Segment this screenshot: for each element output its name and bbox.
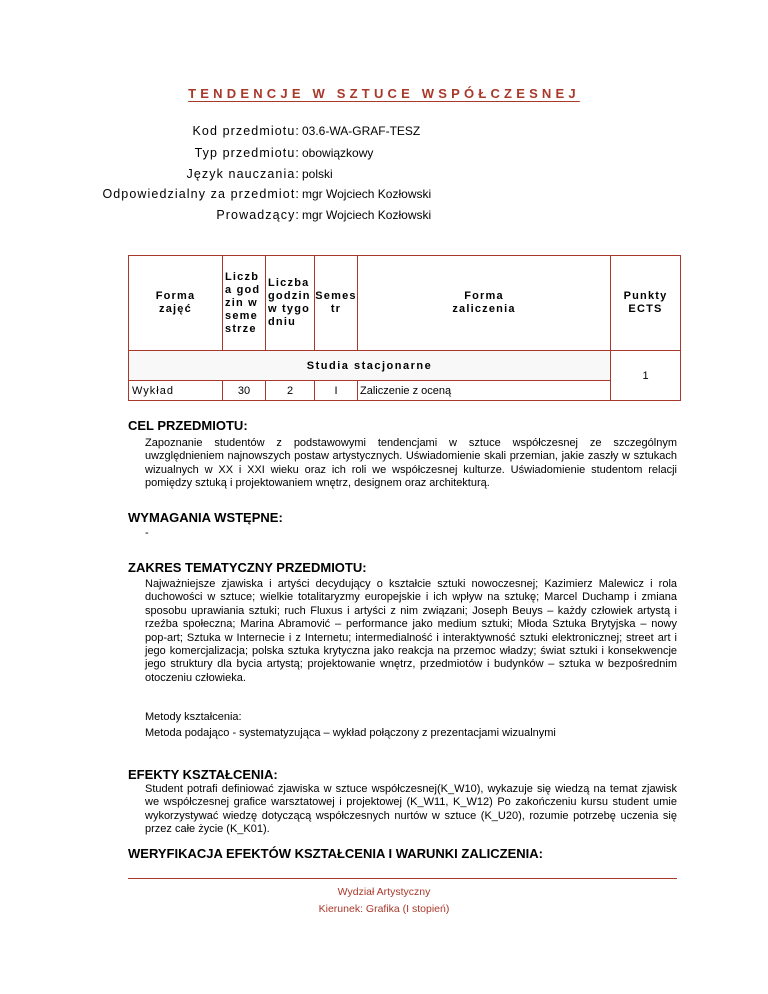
- cell-forma: Wykład: [129, 381, 223, 401]
- meta-label: Odpowiedzialny za przedmiot:: [102, 187, 300, 201]
- meta-value: mgr Wojciech Kozłowski: [302, 187, 432, 201]
- header-liczba-godzin-semestr: Liczba godzin w semestrze: [223, 256, 266, 351]
- section-text-zakres: Najważniejsze zjawiska i artyści decydujący o kształcie sztuki nowoczesnej; Kazimierz Malewicz i rola duchowości w sztuce; wielkie totalitaryzmy europejskie i ich wpływ na sztukę; Marcel Duchamp i zmiana sposobu uprawiania sztuki; ruch Fluxus i artyści z nim związani; Joseph Beuys – każdy człowiek artystą i rzeźba społeczna; Marina Abramović – performance jako medium sztuki; Młoda Sztuka Brytyjska – nowy pop-art; Sztuka w Internecie i z Internetu; intermedialność i interaktywność sztuki elektronicznej; street art i jego komercjalizacja; polska sztuka krytyczna jako reakcja na przemoc władzy; świat sztuki i konsekwencje jego struktury dla bycia artystą; projektowanie wnętrz, przedmiotów i budynków – sztuka w bezpośrednim otoczeniu człowieka.: [145, 578, 677, 684]
- section-heading-cel: CEL PRZEDMIOTU:: [128, 418, 248, 433]
- footer-program: Kierunek: Grafika (I stopień): [318, 903, 450, 915]
- header-punkty-ects: Punkty ECTS: [611, 256, 681, 351]
- cell-ects: 1: [611, 351, 681, 401]
- meta-label: Typ przedmiotu:: [194, 146, 300, 160]
- study-mode-band: Studia stacjonarne: [129, 351, 611, 381]
- section-heading-zakres: ZAKRES TEMATYCZNY PRZEDMIOTU:: [128, 560, 367, 575]
- cell-semestr: I: [315, 381, 358, 401]
- footer-divider: [128, 878, 677, 879]
- course-table: [128, 255, 681, 401]
- footer-faculty: Wydział Artystyczny: [337, 886, 431, 898]
- course-title: TENDENCJE W SZTUCE WSPÓŁCZESNEJ: [188, 86, 580, 101]
- metody-heading: Metody kształcenia:: [145, 711, 242, 723]
- header-forma-zajec: Forma zajęć: [129, 256, 223, 351]
- meta-label: Prowadzący:: [216, 208, 300, 222]
- section-text-efekty: Student potrafi definiować zjawiska w sztuce współczesnej(K_W10), wykazuje się wiedzą na temat zjawisk we współczesnej grafice warsztatowej i projektowej (K_W11, K_W12) Po zakończeniu kursu student umie wykorzystywać wiedzę dotyczącą współczesnych nurtów w sztuce (K_U20), rozumie potrzebę uczenia się przez całe życie (K_K01).: [145, 783, 677, 836]
- header-liczba-godzin-tydzien: Liczba godzin w tygodniu: [266, 256, 315, 351]
- meta-label: Język nauczania:: [186, 167, 300, 181]
- section-heading-efekty: EFEKTY KSZTAŁCENIA:: [128, 767, 278, 782]
- section-text-wymagania: -: [145, 527, 149, 539]
- meta-label: Kod przedmiotu:: [192, 124, 300, 138]
- header-forma-zaliczenia: Forma zaliczenia: [358, 256, 611, 351]
- section-text-cel: Zapoznanie studentów z podstawowymi tendencjami w sztuce współczesnej ze szczególnym uwzględnieniem najnowszych postaw artystycznych. Uświadomienie skali przemian, jakie zaszły w sztukach wizualnych w XX i XXI wieku oraz ich roli we współczesnej kulturze. Uświadomienie studentom relacji pomiędzy sztuką i projektowaniem wnętrz, designem oraz architekturą.: [145, 437, 677, 490]
- meta-value: mgr Wojciech Kozłowski: [302, 208, 432, 222]
- cell-godz-tyg: 2: [266, 381, 315, 401]
- meta-value: polski: [302, 167, 333, 181]
- meta-value: 03.6-WA-GRAF-TESZ: [302, 124, 421, 138]
- cell-godz-sem: 30: [223, 381, 266, 401]
- meta-value: obowiązkowy: [302, 146, 374, 160]
- metody-text: Metoda podająco - systematyzująca – wykład połączony z prezentacjami wizualnymi: [145, 727, 556, 739]
- section-heading-weryfikacja: WERYFIKACJA EFEKTÓW KSZTAŁCENIA I WARUNKI ZALICZENIA:: [128, 846, 544, 861]
- header-semestr: Semestr: [315, 256, 358, 351]
- section-heading-wymagania: WYMAGANIA WSTĘPNE:: [128, 510, 283, 525]
- cell-zaliczenie: Zaliczenie z oceną: [358, 381, 611, 401]
